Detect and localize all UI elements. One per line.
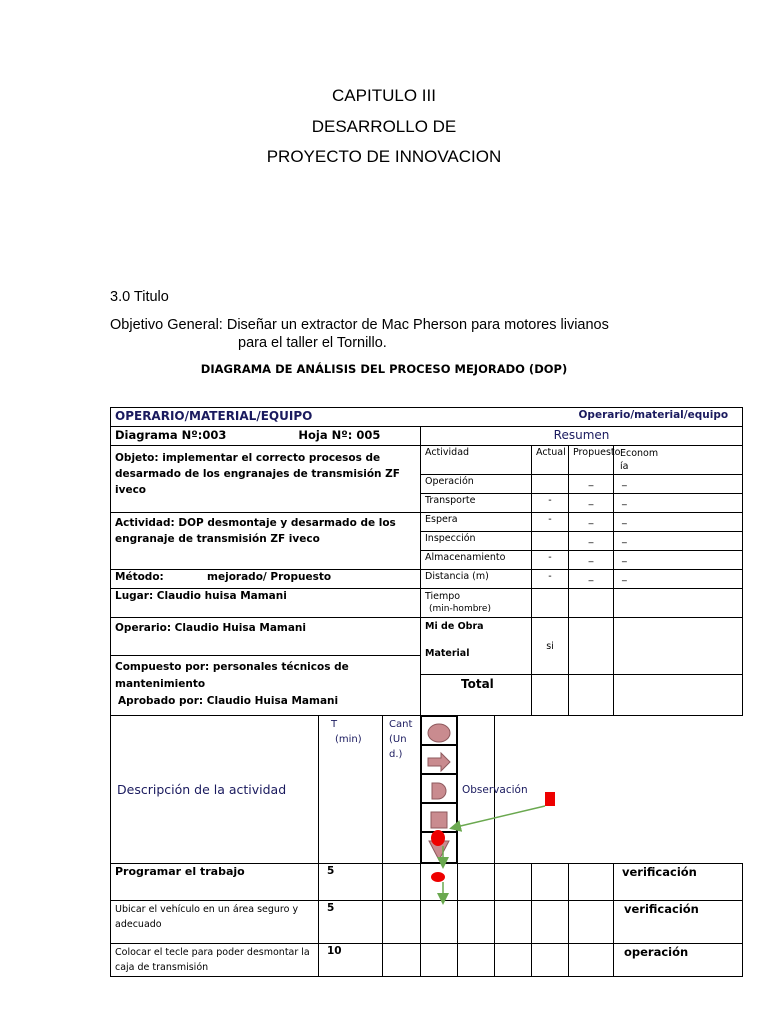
- lugar-cell: Lugar: Claudio huisa Mamani: [111, 589, 421, 618]
- col-tiempo: [319, 716, 383, 864]
- activity-al: [569, 864, 614, 901]
- resumen-row-propuesto: _: [569, 532, 614, 551]
- resumen-col-economia: Economía: [614, 446, 743, 475]
- resumen-row-actual: [532, 532, 569, 551]
- total-actual: [532, 675, 569, 716]
- resumen-row-label: Distancia (m): [421, 570, 532, 589]
- resumen-row-label: Operación: [421, 475, 532, 494]
- delay-d-shape-icon: [430, 781, 448, 801]
- resumen-row-actual: -: [532, 551, 569, 570]
- activity-tr: [458, 901, 495, 944]
- activity-observation: operación: [614, 944, 743, 977]
- activity-in: [532, 944, 569, 977]
- activity-time: 5: [319, 901, 383, 944]
- si-cell: si: [532, 618, 569, 675]
- resumen-col-actividad: Actividad: [421, 446, 532, 475]
- tiempo-unit: (min-hombre): [429, 604, 491, 614]
- compuesto-label: Compuesto por: personales técnicos de mantenimiento: [115, 661, 349, 690]
- resumen-row-propuesto: _: [569, 551, 614, 570]
- col-descripcion: Descripción de la actividad: [111, 716, 319, 864]
- resumen-row-label: Almacenamiento: [421, 551, 532, 570]
- objeto-cell: Objeto: implementar el correcto procesos de desarmado de los engranajes de transmisión ZF iveco: [111, 446, 421, 513]
- activity-cant: [383, 901, 421, 944]
- tiempo-label: Tiempo: [425, 591, 461, 602]
- resumen-row-propuesto: _: [569, 513, 614, 532]
- activity-desc: Colocar el tecle para poder desmontar la caja de transmisión: [111, 944, 319, 977]
- col-espera: [421, 774, 457, 803]
- activity-cant: [383, 944, 421, 977]
- project-title: PROYECTO DE INNOVACION: [266, 147, 502, 166]
- chapter-title: CAPITULO III: [332, 86, 436, 105]
- total-propuesto: [569, 675, 614, 716]
- activity-es: [495, 864, 532, 901]
- activity-time: 5: [319, 864, 383, 901]
- metodo-label: Método:: [115, 571, 164, 583]
- metodo-value: mejorado/ Propuesto: [207, 571, 332, 583]
- activity-cant: [383, 864, 421, 901]
- dop-table: [110, 407, 743, 977]
- resumen-row-propuesto: _: [569, 475, 614, 494]
- resumen-row-actual: [532, 475, 569, 494]
- activity-tr: [458, 864, 495, 901]
- resumen-col-actual: Actual: [532, 446, 569, 475]
- activity-tr: [458, 944, 495, 977]
- activity-in: [532, 864, 569, 901]
- col-almacenamiento: [421, 832, 457, 863]
- activity-al: [569, 901, 614, 944]
- activity-desc: Ubicar el vehículo en un área seguro y adecuado: [111, 901, 319, 944]
- header-right: Operario/material/equipo: [421, 408, 743, 427]
- col-tiempo-label: T: [331, 719, 338, 730]
- resumen-row-actual: -: [532, 494, 569, 513]
- operation-circle-icon: [427, 723, 451, 743]
- activity-desc: Programar el trabajo: [111, 864, 319, 901]
- total-economia: [614, 675, 743, 716]
- activity-observation: verificación: [614, 864, 743, 901]
- col-observacion: Observación: [458, 716, 495, 864]
- storage-triangle-icon: [427, 839, 451, 861]
- resumen-row-propuesto: _: [569, 494, 614, 513]
- transport-arrow-icon: [427, 752, 451, 772]
- inspection-square-icon: [429, 810, 449, 830]
- metodo-cell: [111, 570, 421, 589]
- resumen-row-label: Transporte: [421, 494, 532, 513]
- section-title: 3.0 Titulo: [110, 289, 169, 305]
- resumen-title: Resumen: [421, 427, 743, 446]
- activity-es: [495, 901, 532, 944]
- activity-time: 10: [319, 944, 383, 977]
- activity-al: [569, 944, 614, 977]
- material-label: Material: [425, 648, 470, 659]
- actividad-cell: Actividad: DOP desmontaje y desarmado de los engranaje de transmisión ZF iveco: [111, 513, 421, 570]
- aprobado-label: Aprobado por: Claudio Huisa Mamani: [118, 695, 339, 707]
- col-tiempo-unit: (min): [335, 734, 362, 745]
- total-label: Total: [421, 675, 532, 716]
- compuesto-cell: [111, 656, 421, 716]
- tiempo-economia: [614, 589, 743, 618]
- activity-op: [421, 864, 458, 901]
- resumen-row-economia: _: [614, 551, 743, 570]
- diagram-info: [111, 427, 421, 446]
- col-operacion: [421, 716, 457, 745]
- mano-obra-cell: [421, 618, 532, 675]
- tiempo-actual: [532, 589, 569, 618]
- activity-op: [421, 901, 458, 944]
- table-title: DIAGRAMA DE ANÁLISIS DEL PROCESO MEJORADO (DOP): [200, 362, 568, 376]
- resumen-row-economia: _: [614, 532, 743, 551]
- tiempo-cell: [421, 589, 532, 618]
- activity-in: [532, 901, 569, 944]
- resumen-row-actual: -: [532, 570, 569, 589]
- resumen-col-propuesto: Propuesto: [569, 446, 614, 475]
- activity-op: [421, 944, 458, 977]
- resumen-row-actual: -: [532, 513, 569, 532]
- col-inspeccion: [421, 803, 457, 832]
- resumen-row-economia: _: [614, 475, 743, 494]
- mano-obra-label: Mi de Obra: [425, 621, 484, 632]
- col-transporte: [421, 745, 457, 774]
- objective-line-1: Objetivo General: Diseñar un extractor de Mac Pherson para motores livianos: [110, 317, 609, 333]
- resumen-row-economia: _: [614, 570, 743, 589]
- resumen-row-economia: _: [614, 494, 743, 513]
- diagram-number: Diagrama Nº:003: [115, 428, 227, 442]
- resumen-row-label: Inspección: [421, 532, 532, 551]
- activity-observation: verificación: [614, 901, 743, 944]
- mano-obra-propuesto: [569, 618, 614, 675]
- activity-es: [495, 944, 532, 977]
- header-left: OPERARIO/MATERIAL/EQUIPO: [111, 408, 421, 427]
- mano-obra-economia: [614, 618, 743, 675]
- operario-cell: Operario: Claudio Huisa Mamani: [111, 618, 421, 656]
- objective-line-2: para el taller el Tornillo.: [238, 335, 387, 351]
- sheet-number: Hoja Nº: 005: [298, 428, 381, 442]
- resumen-row-economia: _: [614, 513, 743, 532]
- chapter-subtitle: DESARROLLO DE: [311, 117, 457, 136]
- resumen-row-propuesto: _: [569, 570, 614, 589]
- tiempo-propuesto: [569, 589, 614, 618]
- col-cantidad: Cant (Und.): [383, 716, 421, 864]
- resumen-row-label: Espera: [421, 513, 532, 532]
